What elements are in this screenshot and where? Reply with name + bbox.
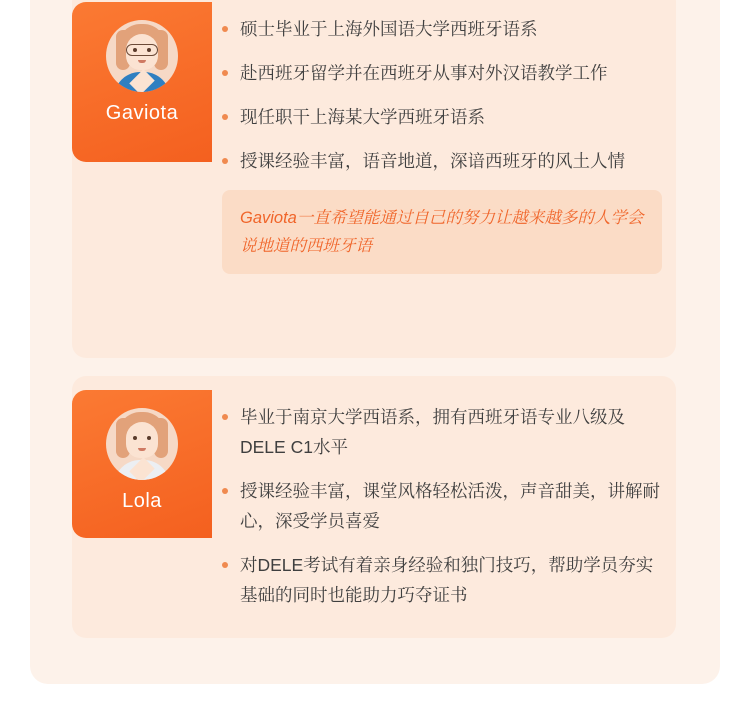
list-item: 硕士毕业于上海外国语大学西班牙语系 — [222, 14, 662, 44]
list-item: 现任职干上海某大学西班牙语系 — [222, 102, 662, 132]
teacher-card — [72, 0, 676, 358]
list-item: 授课经验丰富，语音地道，深谙西班牙的风土人情 — [222, 146, 662, 176]
teacher-bullet-list — [222, 14, 662, 176]
teacher-avatar-icon — [106, 408, 178, 480]
list-item: 对DELE考试有着亲身经验和独门技巧，帮助学员夯实基础的同时也能助力巧夺证书 — [222, 550, 662, 610]
teacher-bullet-list — [222, 402, 662, 610]
teacher-details — [222, 402, 662, 624]
teacher-quote: Gaviota一直希望能通过自己的努力让越来越多的人学会说地道的西班牙语 — [222, 190, 662, 274]
teacher-name: Gaviota — [105, 102, 179, 124]
teacher-avatar-block — [72, 2, 212, 162]
teacher-avatar-glasses-icon — [106, 20, 178, 92]
teacher-name: Lola — [122, 490, 162, 512]
teacher-card — [72, 376, 676, 638]
list-item: 授课经验丰富，课堂风格轻松活泼，声音甜美，讲解耐心，深受学员喜爱 — [222, 476, 662, 536]
teacher-details — [222, 14, 662, 274]
list-item: 毕业于南京大学西语系，拥有西班牙语专业八级及DELE C1水平 — [222, 402, 662, 462]
teacher-avatar-block — [72, 390, 212, 538]
list-item: 赴西班牙留学并在西班牙从事对外汉语教学工作 — [222, 58, 662, 88]
